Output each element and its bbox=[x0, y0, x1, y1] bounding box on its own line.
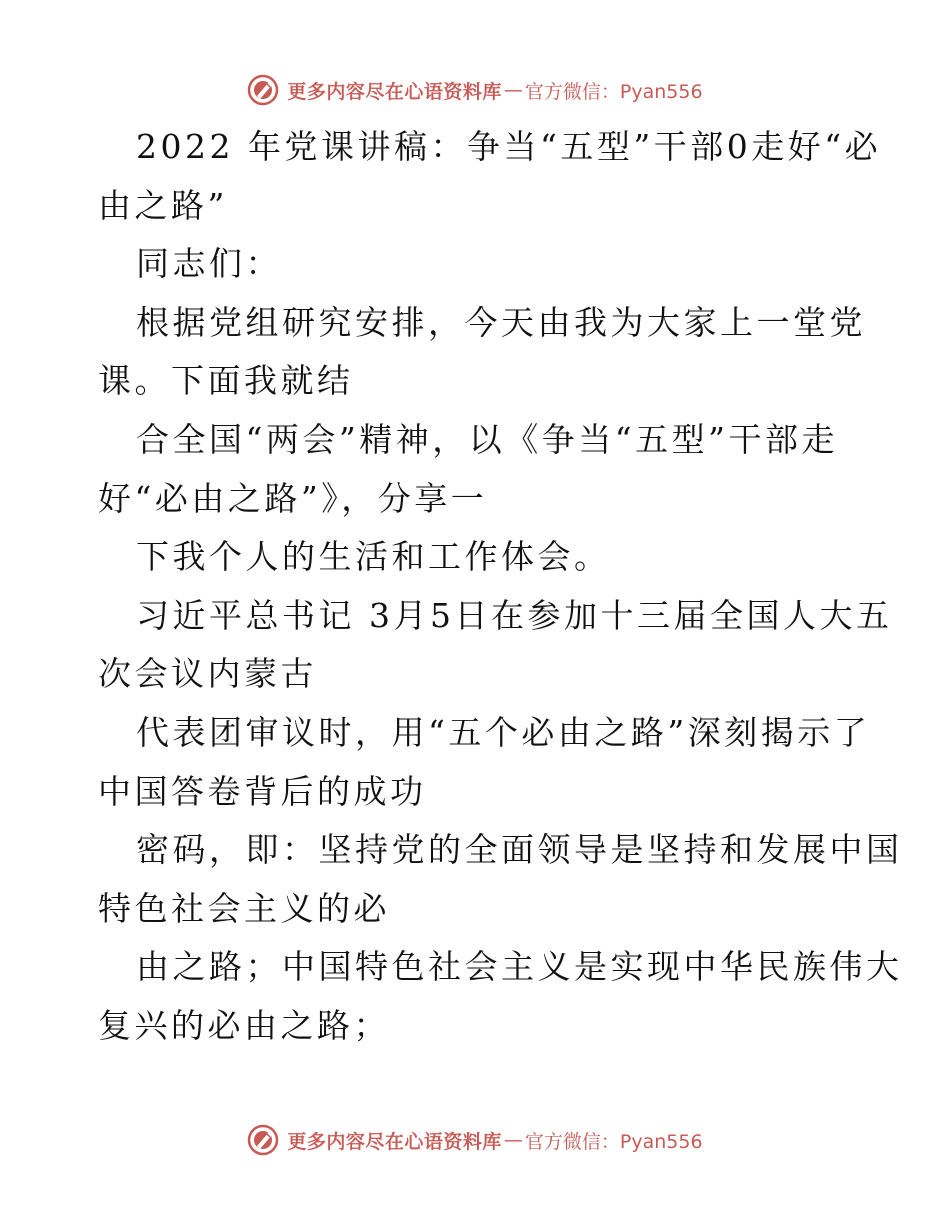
doc-salutation: 同志们： bbox=[136, 244, 282, 284]
doc-title-line: 由之路” bbox=[98, 185, 228, 225]
watermark-contact: 官方微信：Pyan556 bbox=[524, 80, 703, 103]
watermark-brand: 更多内容尽在心语资料库 bbox=[287, 1130, 502, 1153]
header-watermark bbox=[0, 70, 950, 110]
pen-logo-icon bbox=[247, 74, 279, 106]
doc-text-line: 由之路；中国特色社会主义是实现中华民族伟大 bbox=[136, 947, 903, 987]
doc-text-line: 代表团审议时，用“五个必由之路”深刻揭示了 bbox=[136, 712, 871, 752]
doc-text-line: 课。下面我就结 bbox=[98, 361, 354, 401]
document-body bbox=[98, 118, 903, 1056]
pen-logo-icon bbox=[247, 1124, 279, 1156]
doc-title-line: 2022 年党课讲稿：争当“五型”干部0走好“必 bbox=[136, 127, 882, 166]
footer-watermark bbox=[0, 1120, 950, 1160]
doc-text-line: 下我个人的生活和工作体会。 bbox=[136, 537, 611, 577]
watermark-separator: — bbox=[503, 1129, 523, 1151]
doc-text-line: 习近平总书记 3月5日在参加十三届全国人大五 bbox=[136, 595, 893, 635]
watermark-contact: 官方微信：Pyan556 bbox=[524, 1130, 703, 1153]
doc-text-line: 密码，即：坚持党的全面领导是坚持和发展中国 bbox=[136, 830, 903, 870]
doc-text-line: 好“必由之路”》，分享一 bbox=[98, 478, 488, 518]
doc-text-line: 合全国“两会”精神，以《争当“五型”干部走 bbox=[136, 419, 838, 459]
watermark-separator: — bbox=[503, 79, 523, 101]
doc-text-line: 次会议内蒙古 bbox=[98, 654, 317, 694]
doc-text-line: 根据党组研究安排，今天由我为大家上一堂党 bbox=[136, 302, 866, 342]
watermark-brand: 更多内容尽在心语资料库 bbox=[287, 80, 502, 103]
doc-text-line: 复兴的必由之路； bbox=[98, 1005, 390, 1045]
doc-text-line: 特色社会主义的必 bbox=[98, 888, 390, 928]
doc-text-line: 中国答卷背后的成功 bbox=[98, 771, 427, 811]
